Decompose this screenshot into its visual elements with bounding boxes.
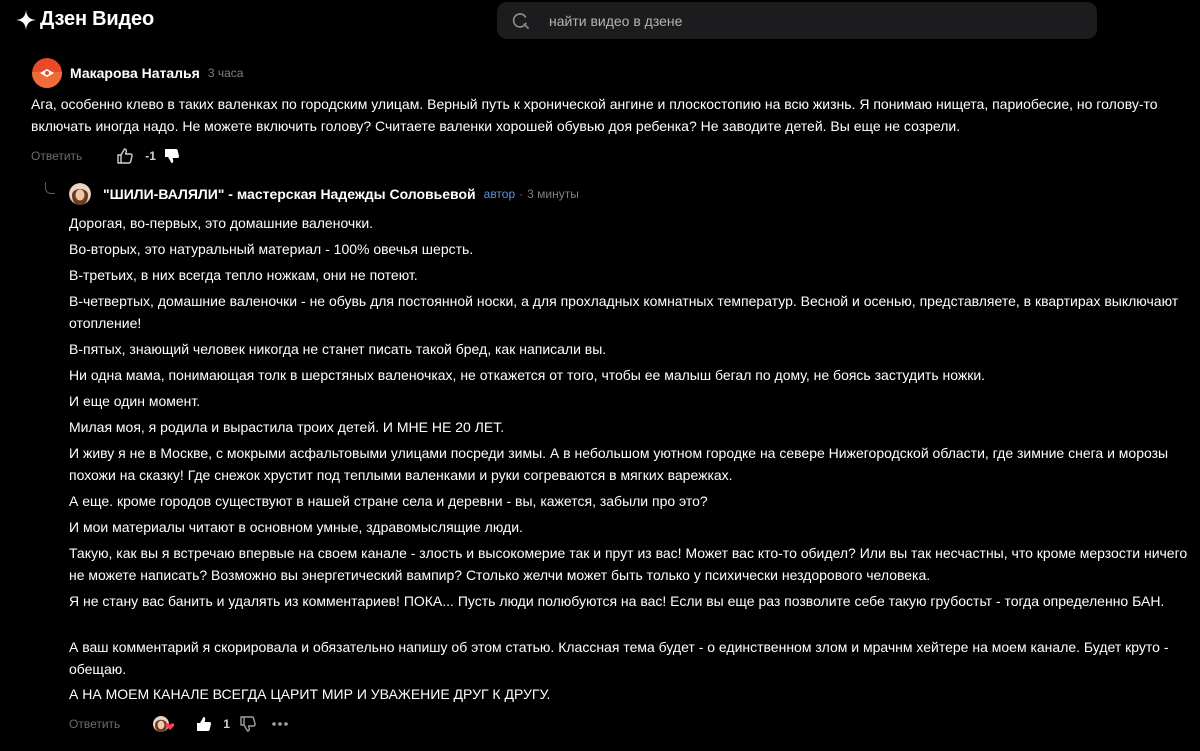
author-heart-badge [153,715,175,733]
reply-paragraph: В-пятых, знающий человек никогда не станет писать такой бред, как написали вы. [69,341,607,357]
author-avatar[interactable] [69,183,91,205]
search-bar[interactable] [497,2,1097,39]
avatar-image [32,58,62,88]
search-icon [511,11,530,30]
more-options-button[interactable] [271,715,289,733]
reply-paragraph: И живу я не в Москве, с мокрыми асфальтовыми улицами посреди зимы. А в небольшом уютном городке на севере Нижегородской области, где зимние снега и морозы похожи на сказку! Где снежок хрустит под теплыми валенками и руки согреваются в мягких варежках. [69,445,1169,483]
reply-paragraph: И мои материалы читают в основном умные, здравомыслящие люди. [69,519,523,535]
author-avatar-image [69,183,91,205]
reply-paragraph: Такую, как вы я встречаю впервые на своем канале - злость и высокомерие так и прут из вас! Может вас кто-то обидел? Или вы так несчастны, что кроме мерзости ничего не можете написать? Возможно вы энергетический вампир? Столько желчи может быть только у психически нездорового человека. [69,545,1188,583]
header [0,0,1200,44]
author-heart-icon [153,715,175,733]
reply-paragraph: А НА МОЕМ КАНАЛЕ ВСЕГДА ЦАРИТ МИР И УВАЖЕНИЕ ДРУГ К ДРУГУ. [69,686,551,702]
reply-author[interactable]: "ШИЛИ-ВАЛЯЛИ" - мастерская Надежды Соловьевой [103,186,476,202]
author-badge: автор [483,187,516,201]
reply-time: 3 минуты [527,187,579,201]
reply-paragraph: В-третьих, в них всегда тепло ножкам, они не потеют. [69,267,418,283]
dislike-button[interactable] [239,715,257,733]
logo[interactable] [16,8,154,31]
like-count: -1 [145,149,156,163]
comment-time: 3 часа [207,66,244,80]
sparkle-logo-icon [16,10,36,30]
reply-paragraph: Ни одна мама, понимающая толк в шерстяных валеночках, не откажется от того, чтобы ее малыш бегал по дому, не боясь застудить ножки. [69,367,986,383]
like-button[interactable] [195,715,213,733]
avatar[interactable] [32,58,62,88]
more-dots-icon [271,715,289,733]
dislike-button[interactable] [163,147,181,165]
like-count: 1 [223,717,230,731]
reply-button[interactable]: Ответить [69,717,121,731]
thumbs-down-icon [239,715,257,733]
reply-button[interactable]: Ответить [31,149,83,163]
reply-paragraph: А еще. кроме городов существуют в нашей стране села и деревни - вы, кажется, забыли про это? [69,493,708,509]
reply-paragraph: Во-вторых, это натуральный материал - 100% овечья шерсть. [69,241,474,257]
reply-paragraph: И еще один момент. [69,393,201,409]
comment-actions [31,147,181,165]
reply-thread-line [45,182,55,194]
thumbs-up-filled-icon [195,715,213,733]
thumbs-up-icon [116,147,134,165]
thumbs-down-filled-icon [163,147,181,165]
comment-header [32,59,243,87]
reply-header [69,182,579,206]
reply-paragraph: Дорогая, во-первых, это домашние валеночки. [69,215,374,231]
comment-text: Ага, особенно клево в таких валенках по городским улицам. Верный путь к хронической ангине и плоскостопию на всю жизнь. Я понимаю нищета, париобесие, но голову-то включать иногда надо. Не можете включить голову? Считаете валенки хорошей обувью доя ребенка? Не заводите детей. Вы еще не созрели. [31,96,1158,134]
meta-separator: · [519,187,524,201]
reply-paragraph: Милая моя, я родила и вырастила троих детей. И МНЕ НЕ 20 ЛЕТ. [69,419,505,435]
search-input[interactable] [549,2,1079,39]
comment-author[interactable]: Макарова Наталья [70,65,200,81]
reply-actions [69,714,289,734]
reply-paragraph: Я не стану вас банить и удалять из комментариев! ПОКА... Пусть люди полюбуются на вас! Если вы еще раз позволите себе такую грубостьт - тогда определенно БАН. [69,593,1165,609]
reply-paragraph: А ваш комментарий я скорировала и обязательно напишу об этом статью. Классная тема будет - о единственном злом и мрачнм хейтере на моем канале. Будет круто - обещаю. [69,639,1169,677]
like-button[interactable] [116,147,134,165]
reply-paragraph: В-четвертых, домашние валеночки - не обувь для постоянной носки, а для прохладных комнатных температур. Весной и осенью, представляете, в квартирах выключают отопление! [69,293,1179,331]
logo-text: Дзен Видео [40,8,154,30]
